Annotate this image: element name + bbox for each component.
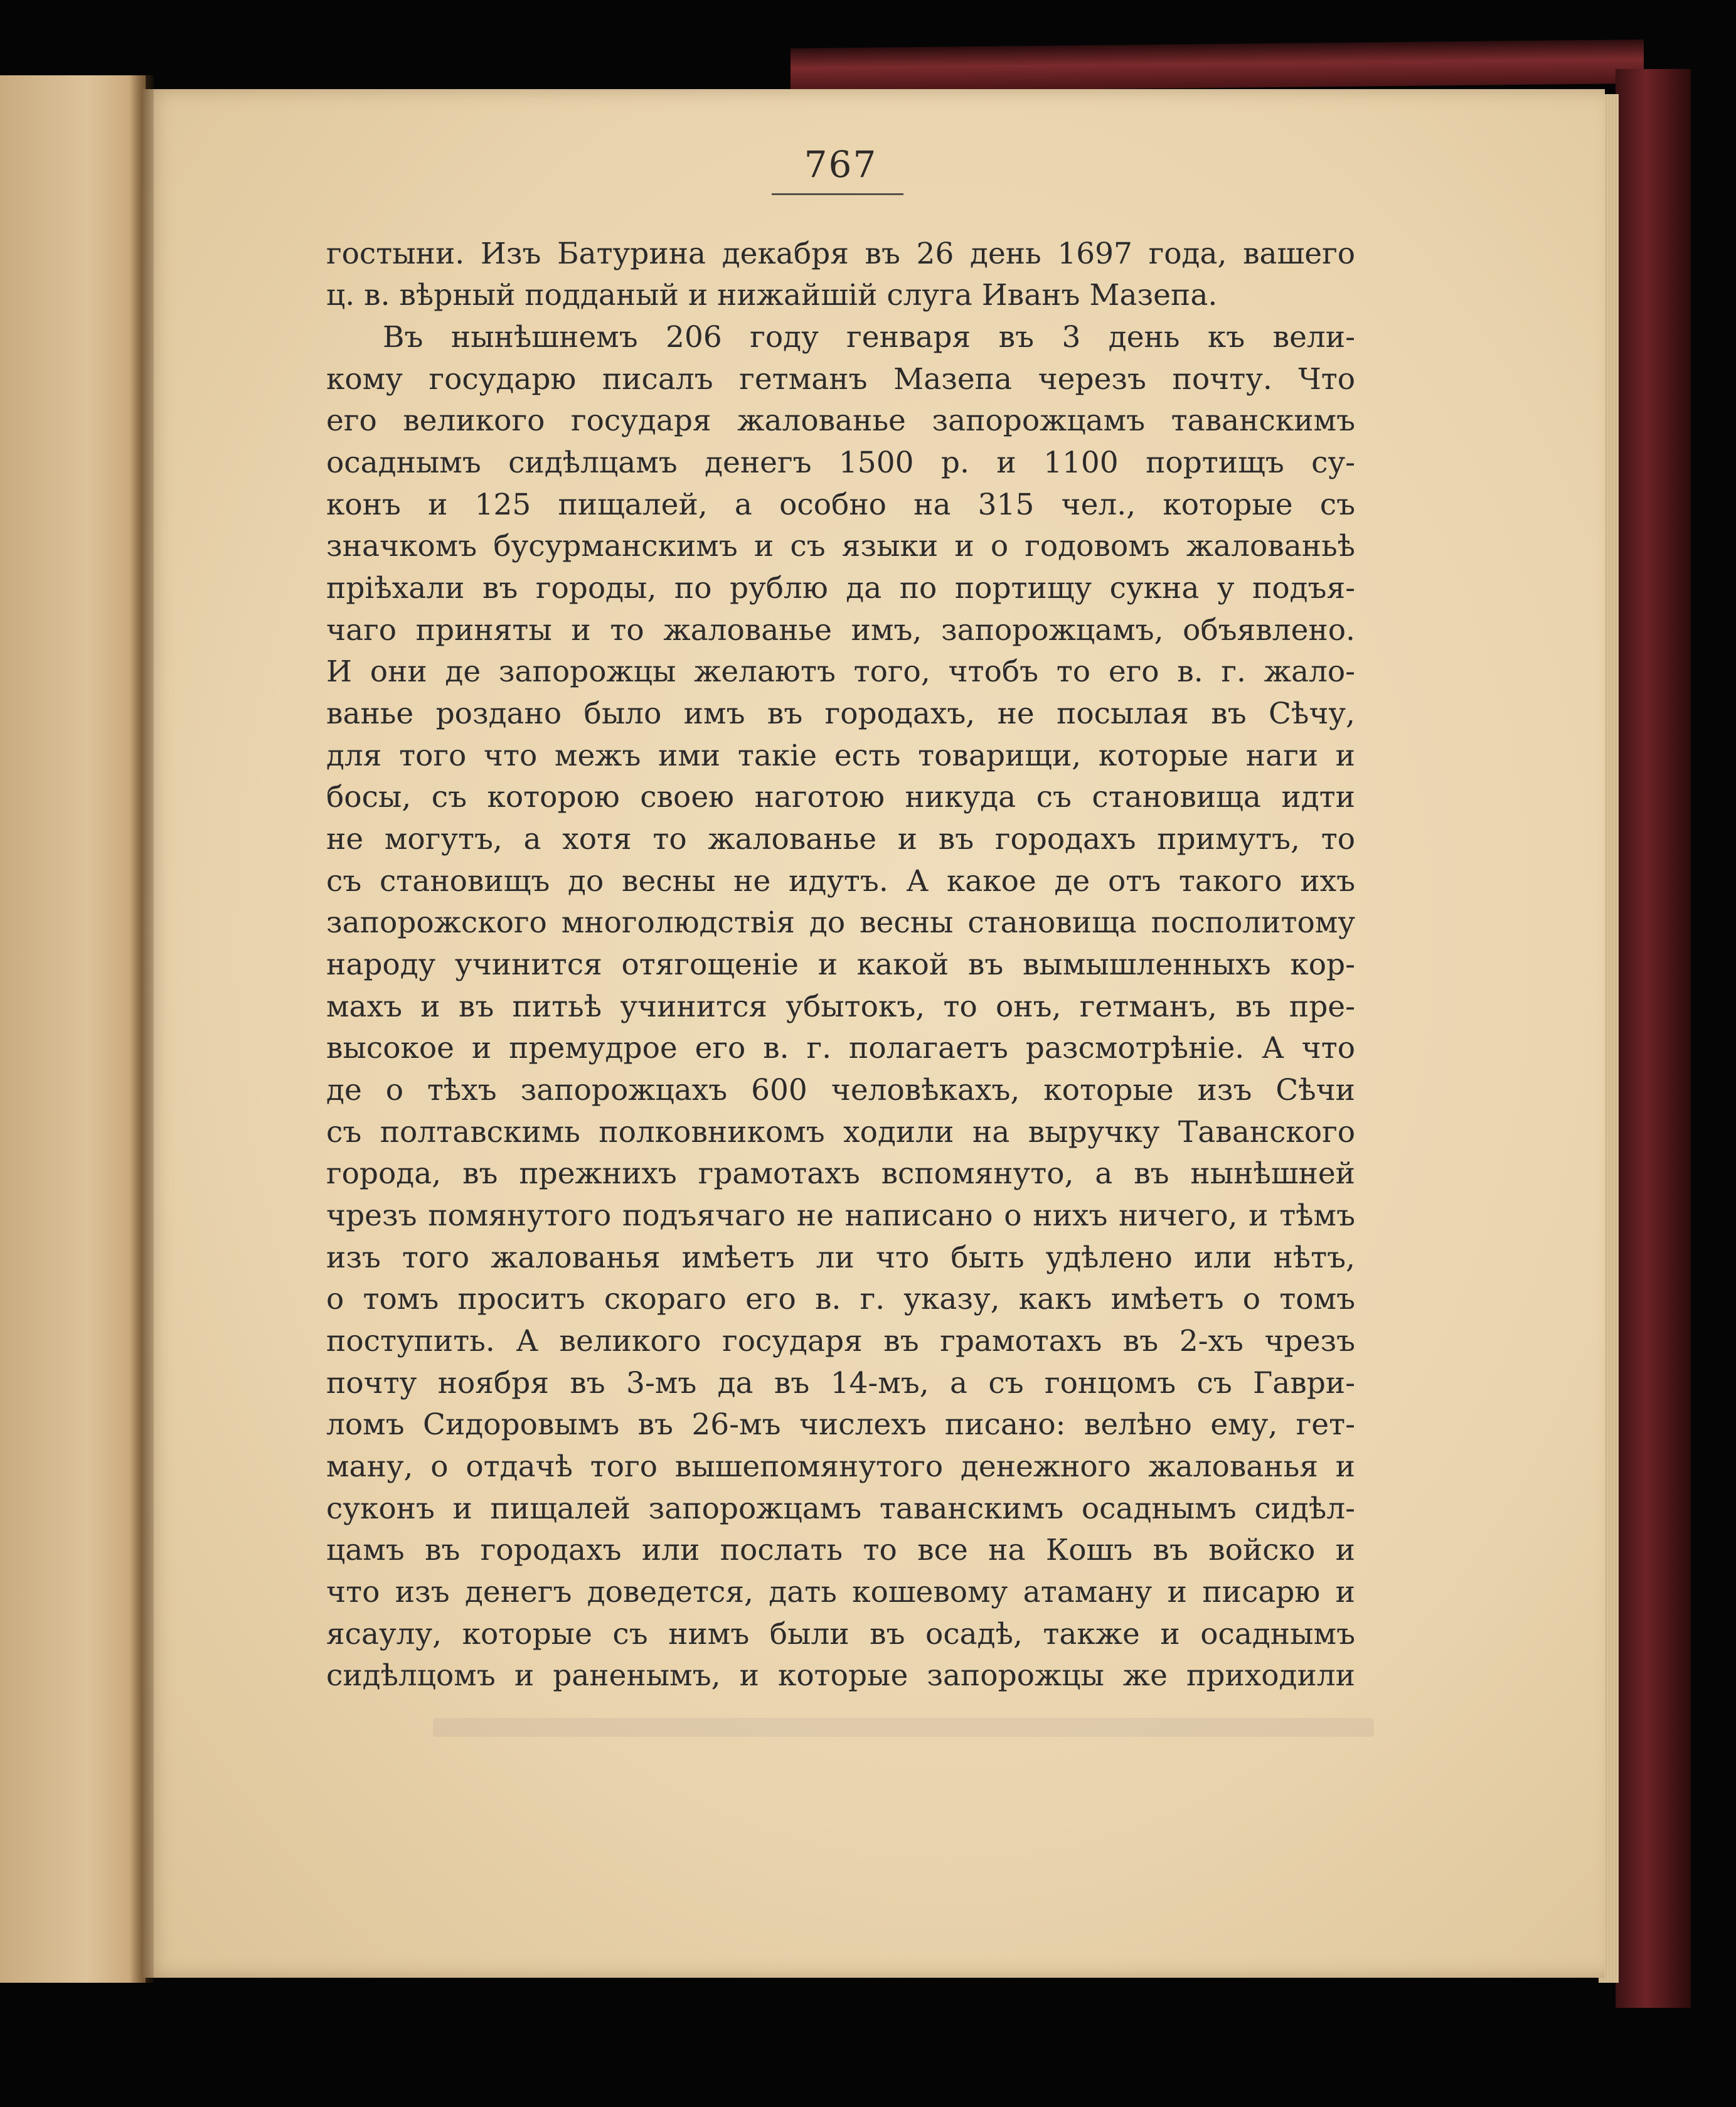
text-line: запорожского многолюдствія до весны становища посполитому — [326, 905, 1355, 940]
text-line: для того что межъ ими такіе есть товарищи, которые наги и — [326, 739, 1355, 773]
text-line: цамъ въ городахъ или послать то все на Кошъ въ войско и — [326, 1533, 1355, 1567]
text-line: Въ нынѣшнемъ 206 году генваря въ 3 день къ вели- — [383, 320, 1355, 355]
text-line: народу учинится отягощеніе и какой въ вымышленныхъ кор- — [326, 947, 1355, 982]
text-line: о томъ проситъ скораго его в. г. указу, какъ имѣетъ о томъ — [326, 1282, 1355, 1316]
text-line: почту ноября въ 3-мъ да въ 14-мъ, а съ гонцомъ съ Гаври- — [326, 1366, 1355, 1400]
gutter-shadow — [129, 75, 154, 1983]
text-line: кому государю писалъ гетманъ Мазепа черезъ почту. Что — [326, 362, 1355, 397]
page-number-rule — [772, 193, 903, 195]
text-line: махъ и въ питьѣ учинится убытокъ, то онъ, гетманъ, въ пре- — [326, 989, 1355, 1024]
text-line: гостыни. Изъ Батурина декабря въ 26 день 1697 года, вашего — [326, 237, 1355, 271]
text-line: ванье роздано было имъ въ городахъ, не посылая въ Сѣчу, — [326, 696, 1355, 731]
text-line: пріѣхали въ городы, по рублю да по портищу сукна у подъя- — [326, 571, 1355, 605]
text-line: ц. в. вѣрный подданый и нижайшій слуга Иванъ Мазепа. — [326, 278, 1218, 312]
text-line: его великого государя жалованье запорожцамъ таванскимъ — [326, 403, 1355, 438]
text-line: не могутъ, а хотя то жалованье и въ городахъ примутъ, то — [326, 822, 1355, 856]
text-line: съ становищъ до весны не идутъ. А какое де отъ такого ихъ — [326, 864, 1355, 899]
text-line: чаго приняты и то жалованье имъ, запорожцамъ, объявлено. — [326, 613, 1355, 648]
text-line: И они де запорожцы желаютъ того, чтобъ то его в. г. жало- — [326, 654, 1355, 689]
text-line: сидѣлцомъ и раненымъ, и которые запорожцы же приходили — [326, 1658, 1355, 1693]
text-line: осаднымъ сидѣлцамъ денегъ 1500 р. и 1100 портищъ су- — [326, 445, 1355, 480]
text-line: высокое и премудрое его в. г. полагаетъ разсмотрѣніе. А что — [326, 1031, 1355, 1065]
text-line: ломъ Сидоровымъ въ 26-мъ числехъ писано: велѣно ему, гет- — [326, 1407, 1355, 1442]
page-number: 767 — [804, 143, 878, 186]
text-line: суконъ и пищалей запорожцамъ таванскимъ осаднымъ сидѣл- — [326, 1491, 1355, 1526]
text-line: значкомъ бусурманскимъ и съ языки и о годовомъ жалованьѣ — [326, 529, 1355, 563]
book-cover-top — [791, 40, 1644, 92]
left-page-edge — [0, 75, 146, 1983]
text-line: чрезъ помянутого подъячаго не написано о нихъ ничего, и тѣмъ — [326, 1198, 1355, 1233]
text-line: изъ того жалованья имѣетъ ли что быть удѣлено или нѣтъ, — [326, 1240, 1355, 1275]
bleed-through — [433, 1718, 1374, 1737]
text-line: босы, съ которою своею наготою никуда съ становища идти — [326, 780, 1355, 814]
text-line: что изъ денегъ доведется, дать кошевому атаману и писарю и — [326, 1575, 1355, 1609]
text-line: ясаулу, которые съ нимъ были въ осадѣ, также и осаднымъ — [326, 1617, 1355, 1651]
text-line: ману, о отдачѣ того вышепомянутого денежного жалованья и — [326, 1449, 1355, 1484]
text-line: поступить. А великого государя въ грамотахъ въ 2-хъ чрезъ — [326, 1324, 1355, 1358]
text-line: де о тѣхъ запорожцахъ 600 человѣкахъ, которые изъ Сѣчи — [326, 1073, 1355, 1107]
text-line: конъ и 125 пищалей, а особно на 315 чел., которые съ — [326, 488, 1355, 522]
text-line: города, въ прежнихъ грамотахъ вспомянуто, а въ нынѣшней — [326, 1156, 1355, 1191]
book-cover-spine — [1616, 69, 1691, 2008]
text-line: съ полтавскимь полковникомъ ходили на выручку Таванского — [326, 1115, 1355, 1150]
